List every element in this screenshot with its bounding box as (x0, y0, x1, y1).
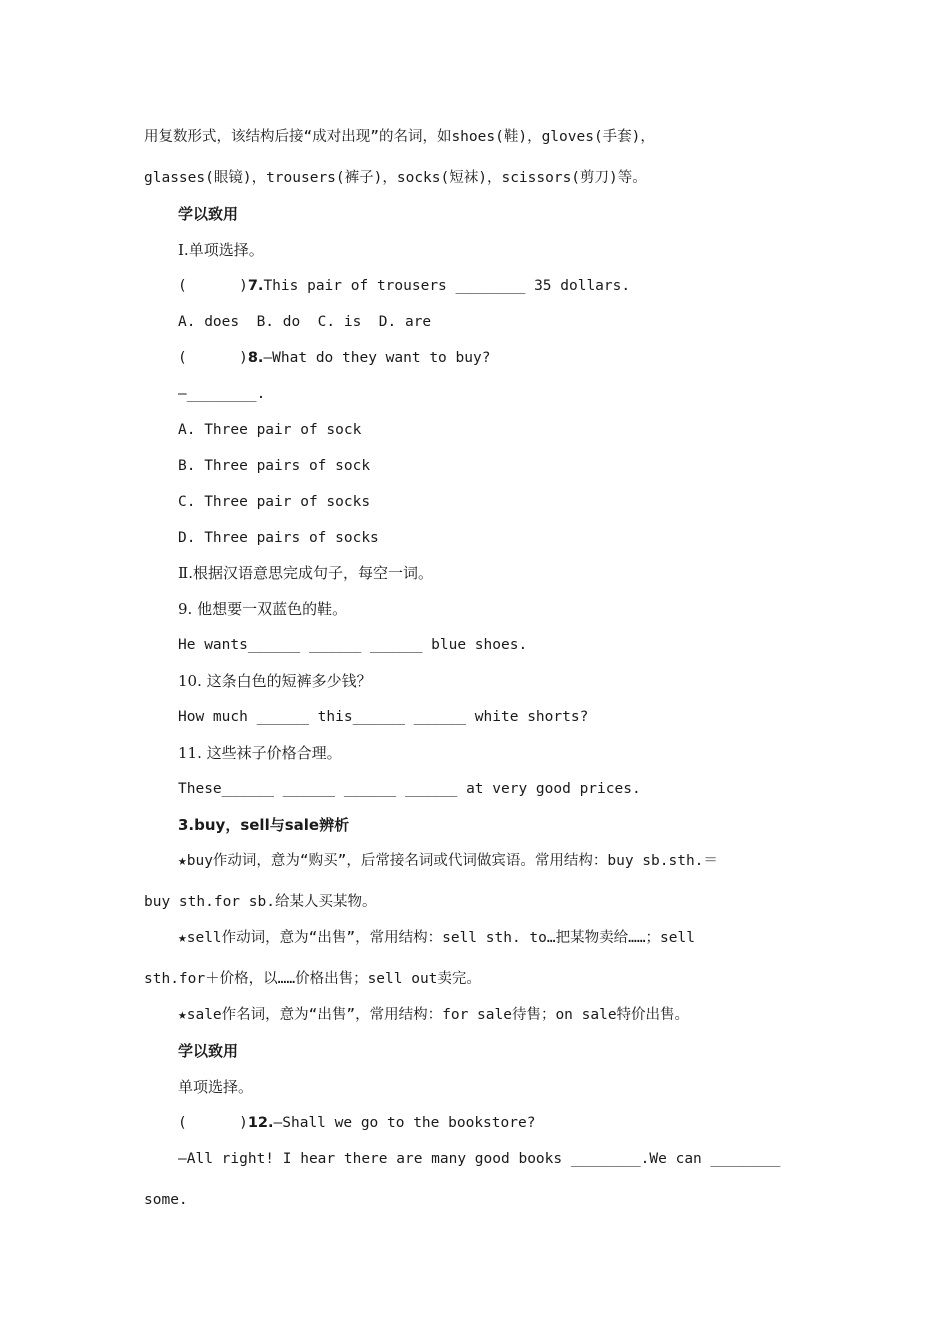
text-line: 用复数形式，该结构后接“成对出现”的名词，如shoes(鞋)，gloves(手套)， (144, 129, 655, 145)
question-9-prompt: 9. 他想要一双蓝色的鞋。 (178, 600, 348, 618)
question-number: 12. (247, 1115, 274, 1131)
question-text: —What do they want to buy? (263, 350, 491, 366)
text-line: ★buy作动词，意为“购买”，后常接名词或代词做宾语。常用结构：buy sb.sth.＝ (178, 853, 718, 869)
question-12 (178, 1113, 535, 1133)
text-line: ★sell作动词，意为“出售”，常用结构：sell sth. to…把某物卖给……；sell (178, 930, 695, 946)
question-number: 7. (247, 278, 264, 294)
text-line: ★sale作名词，意为“出售”，常用结构：for sale待售；on sale特价出售。 (178, 1007, 690, 1023)
question-11-sentence: These______ ______ ______ ______ at very good prices. (178, 781, 641, 797)
question-text: This pair of trousers ________ 35 dollars. (263, 278, 631, 294)
question-10-prompt: 10. 这条白色的短裤多少钱？ (178, 672, 372, 690)
question-9-sentence: He wants______ ______ ______ blue shoes. (178, 637, 528, 653)
exercise-heading: Ⅱ.根据汉语意思完成句子，每空一词。 (178, 564, 433, 582)
exercise-heading: 单项选择。 (178, 1078, 254, 1096)
option-d: D. Three pairs of socks (178, 530, 379, 546)
text-line: buy sth.for sb.给某人买某物。 (144, 894, 377, 910)
question-11-prompt: 11. 这些袜子价格合理。 (178, 744, 342, 762)
question-options: A. does B. do C. is D. are (178, 314, 432, 330)
exercise-heading: Ⅰ.单项选择。 (178, 241, 264, 259)
text-line: some. (144, 1192, 188, 1208)
question-text: —Shall we go to the bookstore? (273, 1115, 536, 1131)
answer-bracket: ( ) (178, 350, 248, 366)
text-line: sth.for＋价格，以……价格出售；sell out卖完。 (144, 971, 481, 987)
option-c: C. Three pair of socks (178, 494, 371, 510)
section-heading: 学以致用 (178, 205, 239, 223)
option-a: A. Three pair of sock (178, 422, 362, 438)
section-heading: 学以致用 (178, 1042, 239, 1060)
option-b: B. Three pairs of sock (178, 458, 371, 474)
question-7 (178, 276, 630, 296)
answer-bracket: ( ) (178, 1115, 248, 1131)
question-12-response: —All right! I hear there are many good books ________.We can ________ (178, 1151, 781, 1167)
question-number: 8. (247, 350, 264, 366)
question-8 (178, 348, 490, 368)
question-10-sentence: How much ______ this______ ______ white shorts? (178, 709, 589, 725)
answer-bracket: ( ) (178, 278, 248, 294)
text-line: glasses(眼镜)，trousers(裤子)，socks(短袜)，scissors(剪刀)等。 (144, 170, 647, 186)
answer-blank: —________. (178, 386, 266, 402)
section-heading: 3.buy，sell与sale辨析 (178, 816, 350, 834)
